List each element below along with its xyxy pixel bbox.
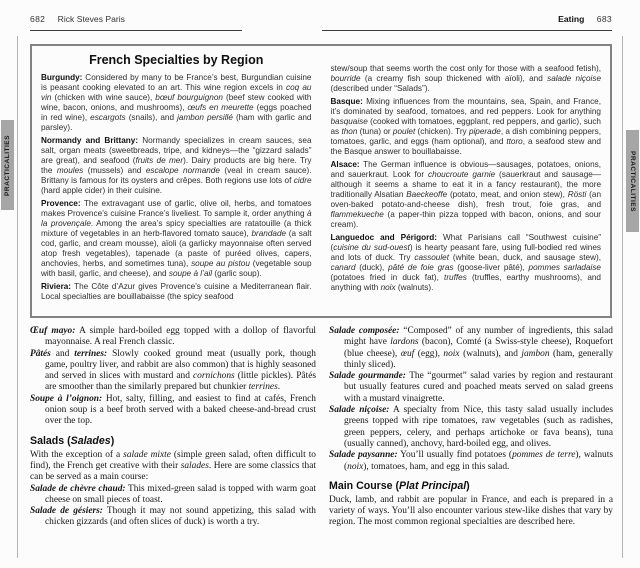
page-number-right: 683 [596, 14, 612, 24]
specialties-box-column-right [331, 52, 602, 312]
menu-entry-salade-gourmande: Salade gourmande: The “gourmet” salad varies by region and restaurant but usually features cured and poached meats served on salad greens with a mustard vinaigrette. [329, 371, 613, 404]
box-paragraph-basque: Basque: Mixing influences from the mountains, sea, Spain, and France, it’s dominated by seafood, tomatoes, and red peppers. Look for anything basquaise (cooked with tomatoes, eggplant, red peppers, and garlic), such as thon (tuna) or poulet (chicken). Try piperade, a dish combining peppers, tomatoes, garlic, and eggs (ham optional), and ttoro, a seafood stew and the Basque answer to bouillabaisse. [330, 97, 601, 156]
specialties-box-title: French Specialties by Region [89, 53, 264, 67]
specialties-box [30, 44, 612, 318]
box-paragraph-languedoc-perigord: Languedoc and Périgord: What Parisians call “Southwest cuisine” (cuisine du sud-ouest) is hearty peasant fare, using full-bodied red wines and lots of duck. Try cassoulet (white bean, duck, and sausage stew), canard (duck), pâté de foie gras (goose-liver pâté), pommes sarladaise (potatoes fried in duck fat), truffes (truffles, earthy mushrooms), and anything with noix (walnuts). [330, 233, 601, 292]
practicalities-tab-label: PRACTICALITIES [4, 134, 12, 196]
salads-intro-paragraph: With the exception of a salade mixte (simple green salad, often difficult to find), the French get creative with their salades. Here are some classics that can be served as a main course: [30, 449, 316, 483]
menu-entry-chevre-chaud: Salade de chèvre chaud: This mixed-green salad is topped with warm goat cheese on small pieces of toast. [30, 483, 317, 505]
page-edge-rule-right [622, 36, 623, 558]
main-course-intro-paragraph: Duck, lamb, and rabbit are popular in France, and each is prepared in a variety of ways. You’ll also encounter various stew-like dishes that vary by region. The most common regional specialties are described here. [329, 494, 613, 528]
practicalities-tab-right [626, 130, 639, 232]
box-paragraph-riviera: Riviera: The Côte d’Azur gives Provence’s cuisine a Mediterranean flair. Local specialties are bouillabaisse (the spicy seafood [41, 282, 312, 301]
menu-entry-soupe-oignon: Soupe à l’oignon: Hot, salty, filling, and easiest to find at cafés, French onion soup is a beef broth served with a baked cheese-and-bread crust over the top. [30, 393, 316, 427]
section-heading-main-course: Main Course (Plat Principal) [329, 479, 470, 492]
specialties-box-column-left [41, 52, 312, 312]
running-head-rule-right [322, 30, 612, 31]
page-number-left: 682 [30, 14, 46, 24]
menu-entry-salade-composee: Salade composée: “Composed” of any number of ingredients, this salad might have lardons (bacon), Comté (a Swiss-style cheese), Roquefort (blue cheese), œuf (egg), noix (walnuts), and jambon (ham, generally thinly sliced). [329, 326, 614, 370]
section-heading-salads: Salads (Salades) [30, 434, 115, 447]
running-head-left [30, 14, 125, 24]
menu-entry-pates-terrines: Pâtés and terrines: Slowly cooked ground meat (usually pork, though game, poultry liver, and rabbit are also common) that is highly seasoned and served in slices with mustard and cornichons (little pickles). Pâtés are smoother than the similarly prepared but chunkier terrines. [30, 348, 317, 393]
practicalities-tab-label: PRACTICALITIES [629, 150, 637, 212]
box-paragraph-burgundy: Burgundy: Considered by many to be France’s best, Burgundian cuisine is peasant cooking elevated to an art. This wine region excels in coq au vin (chicken with wine sauce), bœuf bourguignon (beef stew cooked with wine, bacon, onions, and mushrooms), œufs en meurette (eggs poached in red wine), escargots (snails), and jambon persillé (ham with garlic and parsley). [41, 73, 312, 132]
body-column-left [30, 326, 316, 529]
running-head-rule-left [30, 30, 242, 31]
box-paragraph-normandy-brittany: Normandy and Brittany: Normandy specializes in cream sauces, sea salt, organ meats (sweetbreads, tripe, and kidneys—the “gizzard salads” are great), and seafood (fruits de mer). Dairy products are big here. Try the moules (mussels) and escalope normande (veal in cream sauce). Brittany is famous for its oysters and crêpes. Both regions use lots of cidre (hard apple cider) in their cuisine. [41, 136, 312, 195]
menu-entry-salade-paysanne: Salade paysanne: You’ll usually find potatoes (pommes de terre), walnuts (noix), tomatoes, ham, and egg in this salad. [329, 450, 613, 472]
box-paragraph-riviera-continued: stew/soup that seems worth the cost only for those with a seafood fetish), bourride (a creamy fish soup thickened with aïoli), and salade niçoise (described under “Salads”). [330, 64, 601, 93]
box-paragraph-provence: Provence: The extravagant use of garlic, olive oil, herbs, and tomatoes makes Provence’s cuisine France’s liveliest. To sample it, order anything à la provençale. Among the area’s spicy specialties are ratatouille (a thick mixture of vegetables in an herb-flavored tomato sauce), brandade (a salt cod, garlic, and cream mousse), aïoli (a garlicky mayonnaise often served atop fresh vegetables), tapenade (a paste of puréed olives, capers, anchovies, herbs, and sometimes tuna), soupe au pistou (vegetable soup with basil, garlic, and cheese), and soupe à l’ail (garlic soup). [41, 199, 312, 278]
running-head-right [558, 14, 612, 24]
menu-entry-salade-nicoise: Salade niçoise: A specialty from Nice, this tasty salad usually includes greens topped with ripe tomatoes, raw vegetables (such as radishes, green peppers, celery, and perhaps artichoke or fava beans), tuna (usually canned), anchovy, hard-boiled egg, and olives. [329, 405, 613, 449]
section-title: Eating [558, 14, 585, 24]
menu-entry-gesiers: Salade de gésiers: Though it may not sound appetizing, this salad with chicken gizzards (and often slices of duck) is worth a try. [30, 506, 316, 528]
body-column-right [329, 326, 613, 529]
practicalities-tab-left [1, 120, 14, 210]
box-paragraph-alsace: Alsace: The German influence is obvious—sausages, potatoes, onions, and sauerkraut. Look for choucroute garnie (sauerkraut and sausage—although it seems a shame to eat it in a fancy restaurant), the more traditionally Alsatian Baeckeoffe (potato, meat, and onion stew), Rösti (an oven-baked potato-and-cheese dish), fresh trout, foie gras, and flammekueche (a paper-thin pizza topped with bacon, onions, and sour cream). [330, 160, 601, 229]
menu-entry-oeuf-mayo: Œuf mayo: A simple hard-boiled egg topped with a dollop of flavorful mayonnaise. A real French classic. [30, 326, 316, 348]
page-edge-rule-left [17, 36, 18, 558]
book-title: Rick Steves Paris [57, 14, 125, 24]
